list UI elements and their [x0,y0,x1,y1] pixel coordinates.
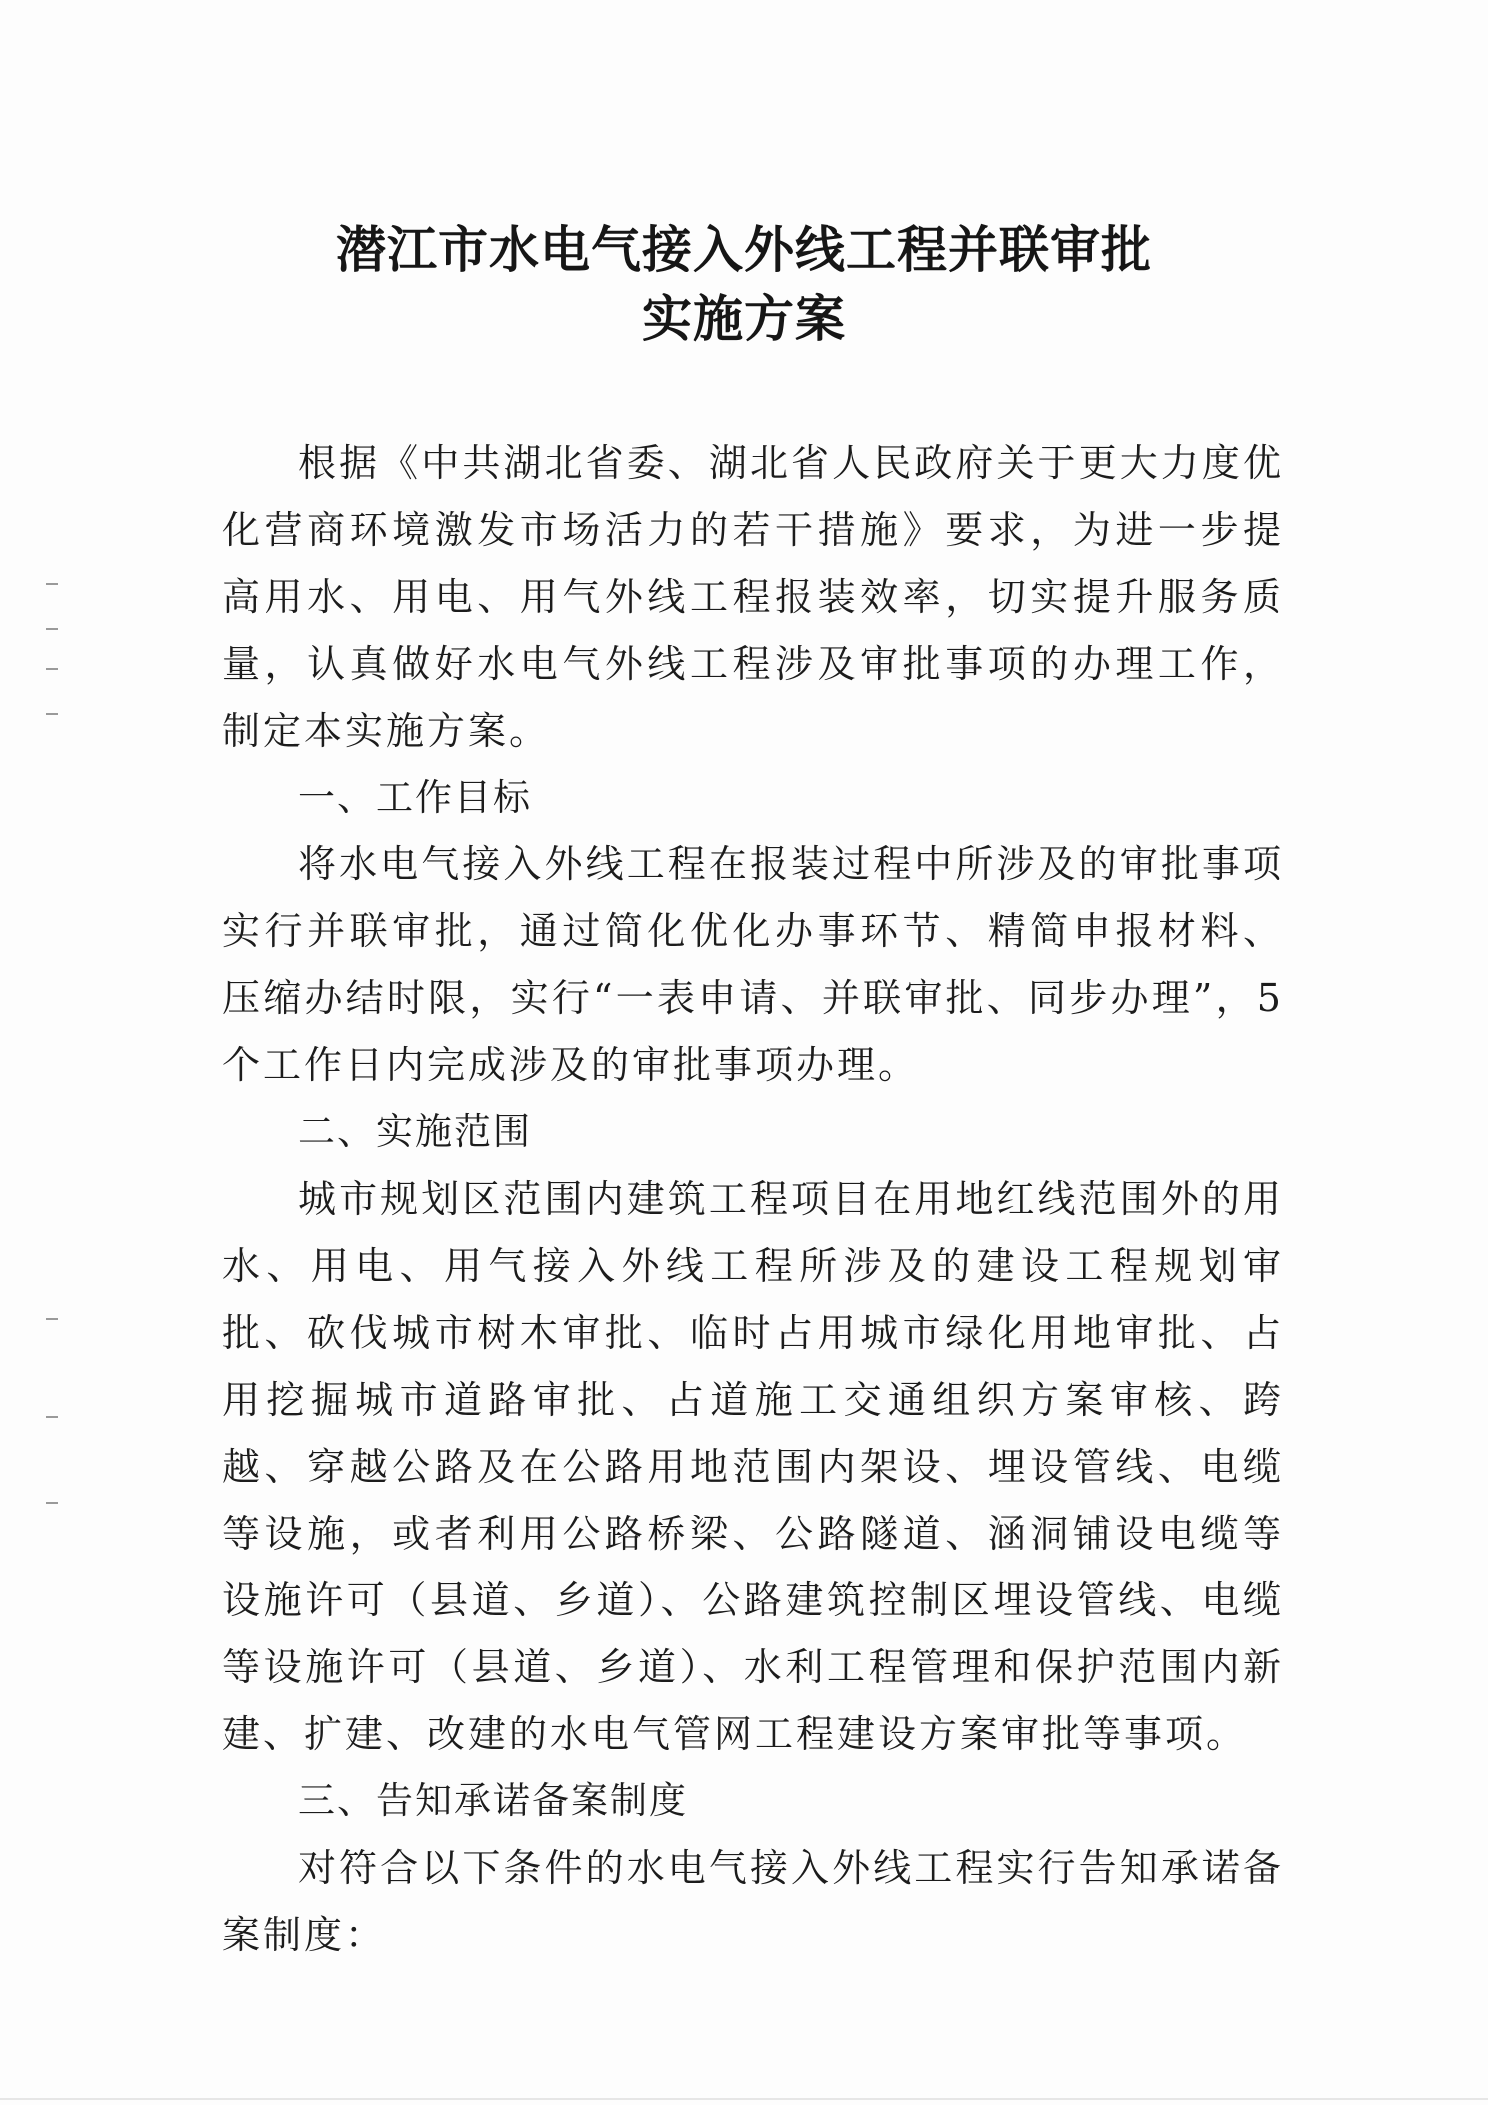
scan-artifact-mark [46,713,58,715]
scan-artifact-mark [46,583,58,585]
document-title-line-2: 实施方案 [642,290,846,348]
section-paragraph-work-goals: 将水电气接入外线工程在报装过程中所涉及的审批事项实行并联审批，通过简化优化办事环节、精简申报材料、压缩办结时限，实行“一表申请、并联审批、同步办理”，5个工作日内完成涉及的审批事项办理。 [222,842,1284,1088]
section-heading-work-goals: 一、工作目标 [298,775,532,819]
section-paragraph-notification-commitment: 对符合以下条件的水电气接入外线工程实行告知承诺备案制度： [222,1846,1284,1957]
scan-artifact-mark [46,1416,58,1418]
page-bottom-edge [0,2098,1488,2100]
scan-artifact-mark [46,1318,58,1320]
scan-artifact-mark [46,1502,58,1504]
section-heading-scope: 二、实施范围 [298,1110,532,1154]
document-title-line-1: 潜江市水电气接入外线工程并联审批 [336,221,1152,279]
intro-paragraph: 根据《中共湖北省委、湖北省人民政府关于更大力度优化营商环境激发市场活力的若干措施》要求，为进一步提高用水、用电、用气外线工程报装效率，切实提升服务质量，认真做好水电气外线工程涉及审批事项的办理工作，制定本实施方案。 [222,441,1284,753]
scan-artifact-mark [46,668,58,670]
document-body [222,430,1284,1969]
section-paragraph-scope: 城市规划区范围内建筑工程项目在用地红线范围外的用水、用电、用气接入外线工程所涉及的建设工程规划审批、砍伐城市树木审批、临时占用城市绿化用地审批、占用挖掘城市道路审批、占道施工交通组织方案审核、跨越、穿越公路及在公路用地范围内架设、埋设管线、电缆等设施，或者利用公路桥梁、公路隧道、涵洞铺设电缆等设施许可（县道、乡道）、公路建筑控制区埋设管线、电缆等设施许可（县道、乡道）、水利工程管理和保护范围内新建、扩建、改建的水电气管网工程建设方案审批等事项。 [222,1176,1284,1757]
scan-artifact-mark [46,628,58,630]
section-heading-notification-commitment: 三、告知承诺备案制度 [298,1779,688,1823]
